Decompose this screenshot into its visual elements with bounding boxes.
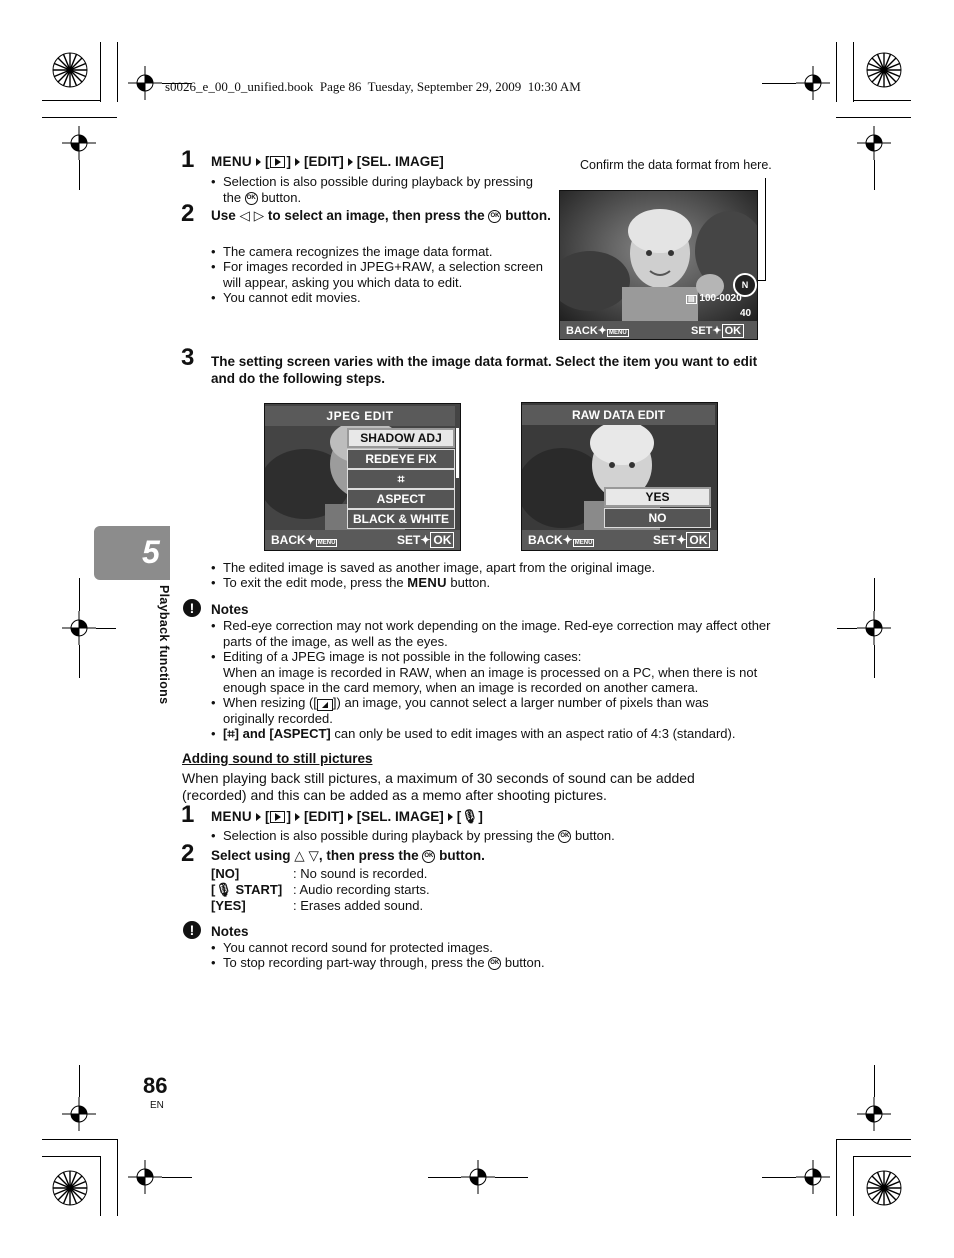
menu-item-yes[interactable]: YES — [604, 487, 711, 507]
step-number: 1 — [181, 801, 195, 828]
sound-step2-instruction: Select using △ ▽, then press the OK button. — [211, 848, 485, 863]
set-label: SET✦ OK — [397, 533, 454, 547]
screen-title-bar: RAW DATA EDIT — [522, 405, 715, 425]
menu-item-redeye-fix[interactable]: REDEYE FIX — [347, 449, 455, 469]
registration-starburst-icon — [866, 1170, 902, 1206]
notes-icon: ! — [183, 921, 201, 939]
microphone-icon: 🎙 — [461, 809, 479, 824]
jpeg-edit-screen — [264, 403, 461, 551]
result-bullet: • The edited image is saved as another image, apart from the original image. — [211, 560, 656, 575]
notes-icon: ! — [183, 599, 201, 617]
language-code: EN — [150, 1100, 164, 1111]
crosshair-icon — [62, 126, 96, 160]
step-number: 2 — [181, 200, 195, 227]
option-table — [211, 866, 611, 914]
edit-menu-item: [EDIT] — [303, 154, 344, 169]
playback-icon — [270, 811, 285, 823]
screen-bottom-bar — [522, 530, 717, 550]
crosshair-icon — [796, 1160, 830, 1194]
back-label: BACK✦ MENU — [271, 533, 336, 547]
menu-item-black-white[interactable]: BLACK & WHITE — [347, 509, 455, 529]
ok-button-icon: OK — [422, 850, 435, 863]
option-row: [🎙 START] : Audio recording starts. — [211, 882, 430, 897]
registration-starburst-icon — [52, 1170, 88, 1206]
page-number: 86 — [143, 1073, 168, 1098]
notes-title: Notes — [211, 602, 249, 617]
crosshair-icon — [796, 66, 830, 100]
playback-icon — [270, 156, 285, 168]
child-photo — [560, 191, 757, 339]
scrollbar[interactable] — [456, 428, 459, 478]
step2-instruction: Use ◁ ▷ to select an image, then press the OK button. — [211, 208, 551, 223]
chapter-label: Playback functions — [157, 585, 171, 705]
arrow-right-icon — [348, 158, 353, 166]
option-row: [YES] : Erases added sound. — [211, 898, 424, 913]
raw-jpeg-badge: N — [733, 273, 757, 297]
microphone-icon: 🎙 — [215, 882, 232, 897]
callout-text: Confirm the data format from here. — [580, 158, 772, 172]
menu-item-shadow-adj[interactable]: SHADOW ADJ — [347, 428, 455, 448]
section-intro: When playing back still pictures, a maximum of 30 seconds of sound can be added (recorded) and this can be added as a memo after shooting pictures. — [182, 770, 695, 803]
ok-button-icon: OK — [245, 192, 258, 205]
arrow-right-icon — [256, 813, 261, 821]
playback-screen — [559, 190, 758, 340]
up-arrow-icon: △ — [294, 848, 305, 863]
crosshair-icon — [857, 1097, 891, 1131]
menu-item-aspect[interactable]: ASPECT — [347, 489, 455, 509]
crosshair-icon — [62, 611, 96, 645]
option-row: [NO] : No sound is recorded. — [211, 866, 428, 881]
sound-step1-bullet: • Selection is also possible during playback by pressing the OK button. — [211, 828, 615, 843]
crosshair-icon — [857, 611, 891, 645]
menu-item-crop[interactable]: ⌗ — [347, 469, 455, 489]
print-header: s0026_e_00_0_unified.book Page 86 Tuesday, September 29, 2009 10:30 AM — [165, 79, 581, 94]
crosshair-icon — [62, 1097, 96, 1131]
step-number: 3 — [181, 344, 195, 371]
file-number: ▤ 100-0020 — [688, 293, 742, 304]
back-label: BACK✦ MENU — [528, 533, 593, 547]
frame-count: 40 — [740, 308, 752, 319]
arrow-right-icon — [448, 813, 453, 821]
step1-menu-path: MENU [ ] [EDIT] [SEL. IMAGE] — [211, 154, 444, 169]
crosshair-icon — [128, 1160, 162, 1194]
ok-button-icon: OK — [488, 210, 501, 223]
menu-label: MENU — [211, 154, 252, 169]
crop-icon: ⌗ — [227, 726, 235, 741]
crosshair-icon — [461, 1160, 495, 1194]
note-item: • Editing of a JPEG image is not possible in the following cases: When an image is recorded in RAW, when an image is processed on a PC, when there is not enough space in the card memory, when an image is recorded on another camera. — [211, 649, 758, 695]
step-number: 2 — [181, 840, 195, 867]
sound-step1-menu-path: MENU [ ] [EDIT] [SEL. IMAGE] [🎙] — [211, 809, 483, 824]
ok-button-icon: OK — [488, 957, 501, 970]
note-item: • When resizing ([ ◢ ]) an image, you cannot select a larger number of pixels than was originally recorded. — [211, 695, 709, 726]
arrow-right-icon — [348, 813, 353, 821]
step2-bullet: • For images recorded in JPEG+RAW, a selection screen will appear, asking you which data to edit. — [211, 259, 543, 290]
right-arrow-icon: ▷ — [253, 208, 265, 223]
note-item: • Red-eye correction may not work depending on the image. Red-eye correction may affect other parts of the image, as well as the eyes. — [211, 618, 771, 649]
set-label: SET✦ OK — [653, 533, 710, 547]
chapter-tab — [94, 526, 170, 580]
crosshair-icon — [857, 126, 891, 160]
chapter-number: 5 — [142, 534, 160, 570]
step2-bullet: • The camera recognizes the image data format. — [211, 244, 493, 259]
section-heading: Adding sound to still pictures — [182, 751, 373, 766]
raw-data-edit-screen — [521, 402, 718, 551]
screen-title-bar: JPEG EDIT — [265, 406, 455, 426]
left-arrow-icon: ◁ — [239, 208, 250, 223]
down-arrow-icon: ▽ — [308, 848, 319, 863]
result-bullet: • To exit the edit mode, press the MENU button. — [211, 575, 491, 590]
crosshair-icon — [128, 66, 162, 100]
step1-bullet: • Selection is also possible during playback by pressing the OK button. — [211, 174, 534, 205]
back-label: BACK✦ MENU — [566, 325, 627, 337]
arrow-right-icon — [256, 158, 261, 166]
step2-bullet: • You cannot edit movies. — [211, 290, 361, 305]
registration-starburst-icon — [52, 52, 88, 88]
step-number: 1 — [181, 146, 195, 173]
ok-button-icon: OK — [558, 830, 571, 843]
note-item: • [⌗] and [ASPECT] can only be used to edit images with an aspect ratio of 4:3 (standard). — [211, 726, 736, 741]
menu-item-no[interactable]: NO — [604, 508, 711, 528]
arrow-right-icon — [295, 813, 300, 821]
screen-bottom-bar — [265, 530, 460, 550]
note-item: • To stop recording part-way through, press the OK button. — [211, 955, 545, 970]
note-item: • You cannot record sound for protected images. — [211, 940, 493, 955]
sel-image-menu-item: [SEL. IMAGE] — [356, 154, 444, 169]
registration-starburst-icon — [866, 52, 902, 88]
arrow-right-icon — [295, 158, 300, 166]
set-label: SET✦ OK — [691, 324, 744, 337]
resize-icon: ◢ — [317, 699, 333, 711]
notes-title: Notes — [211, 924, 249, 939]
file-icon: ▤ — [688, 296, 695, 303]
callout-line — [765, 178, 766, 280]
step3-instruction: The setting screen varies with the image data format. Select the item you want to edit and do the following steps. — [211, 354, 758, 386]
